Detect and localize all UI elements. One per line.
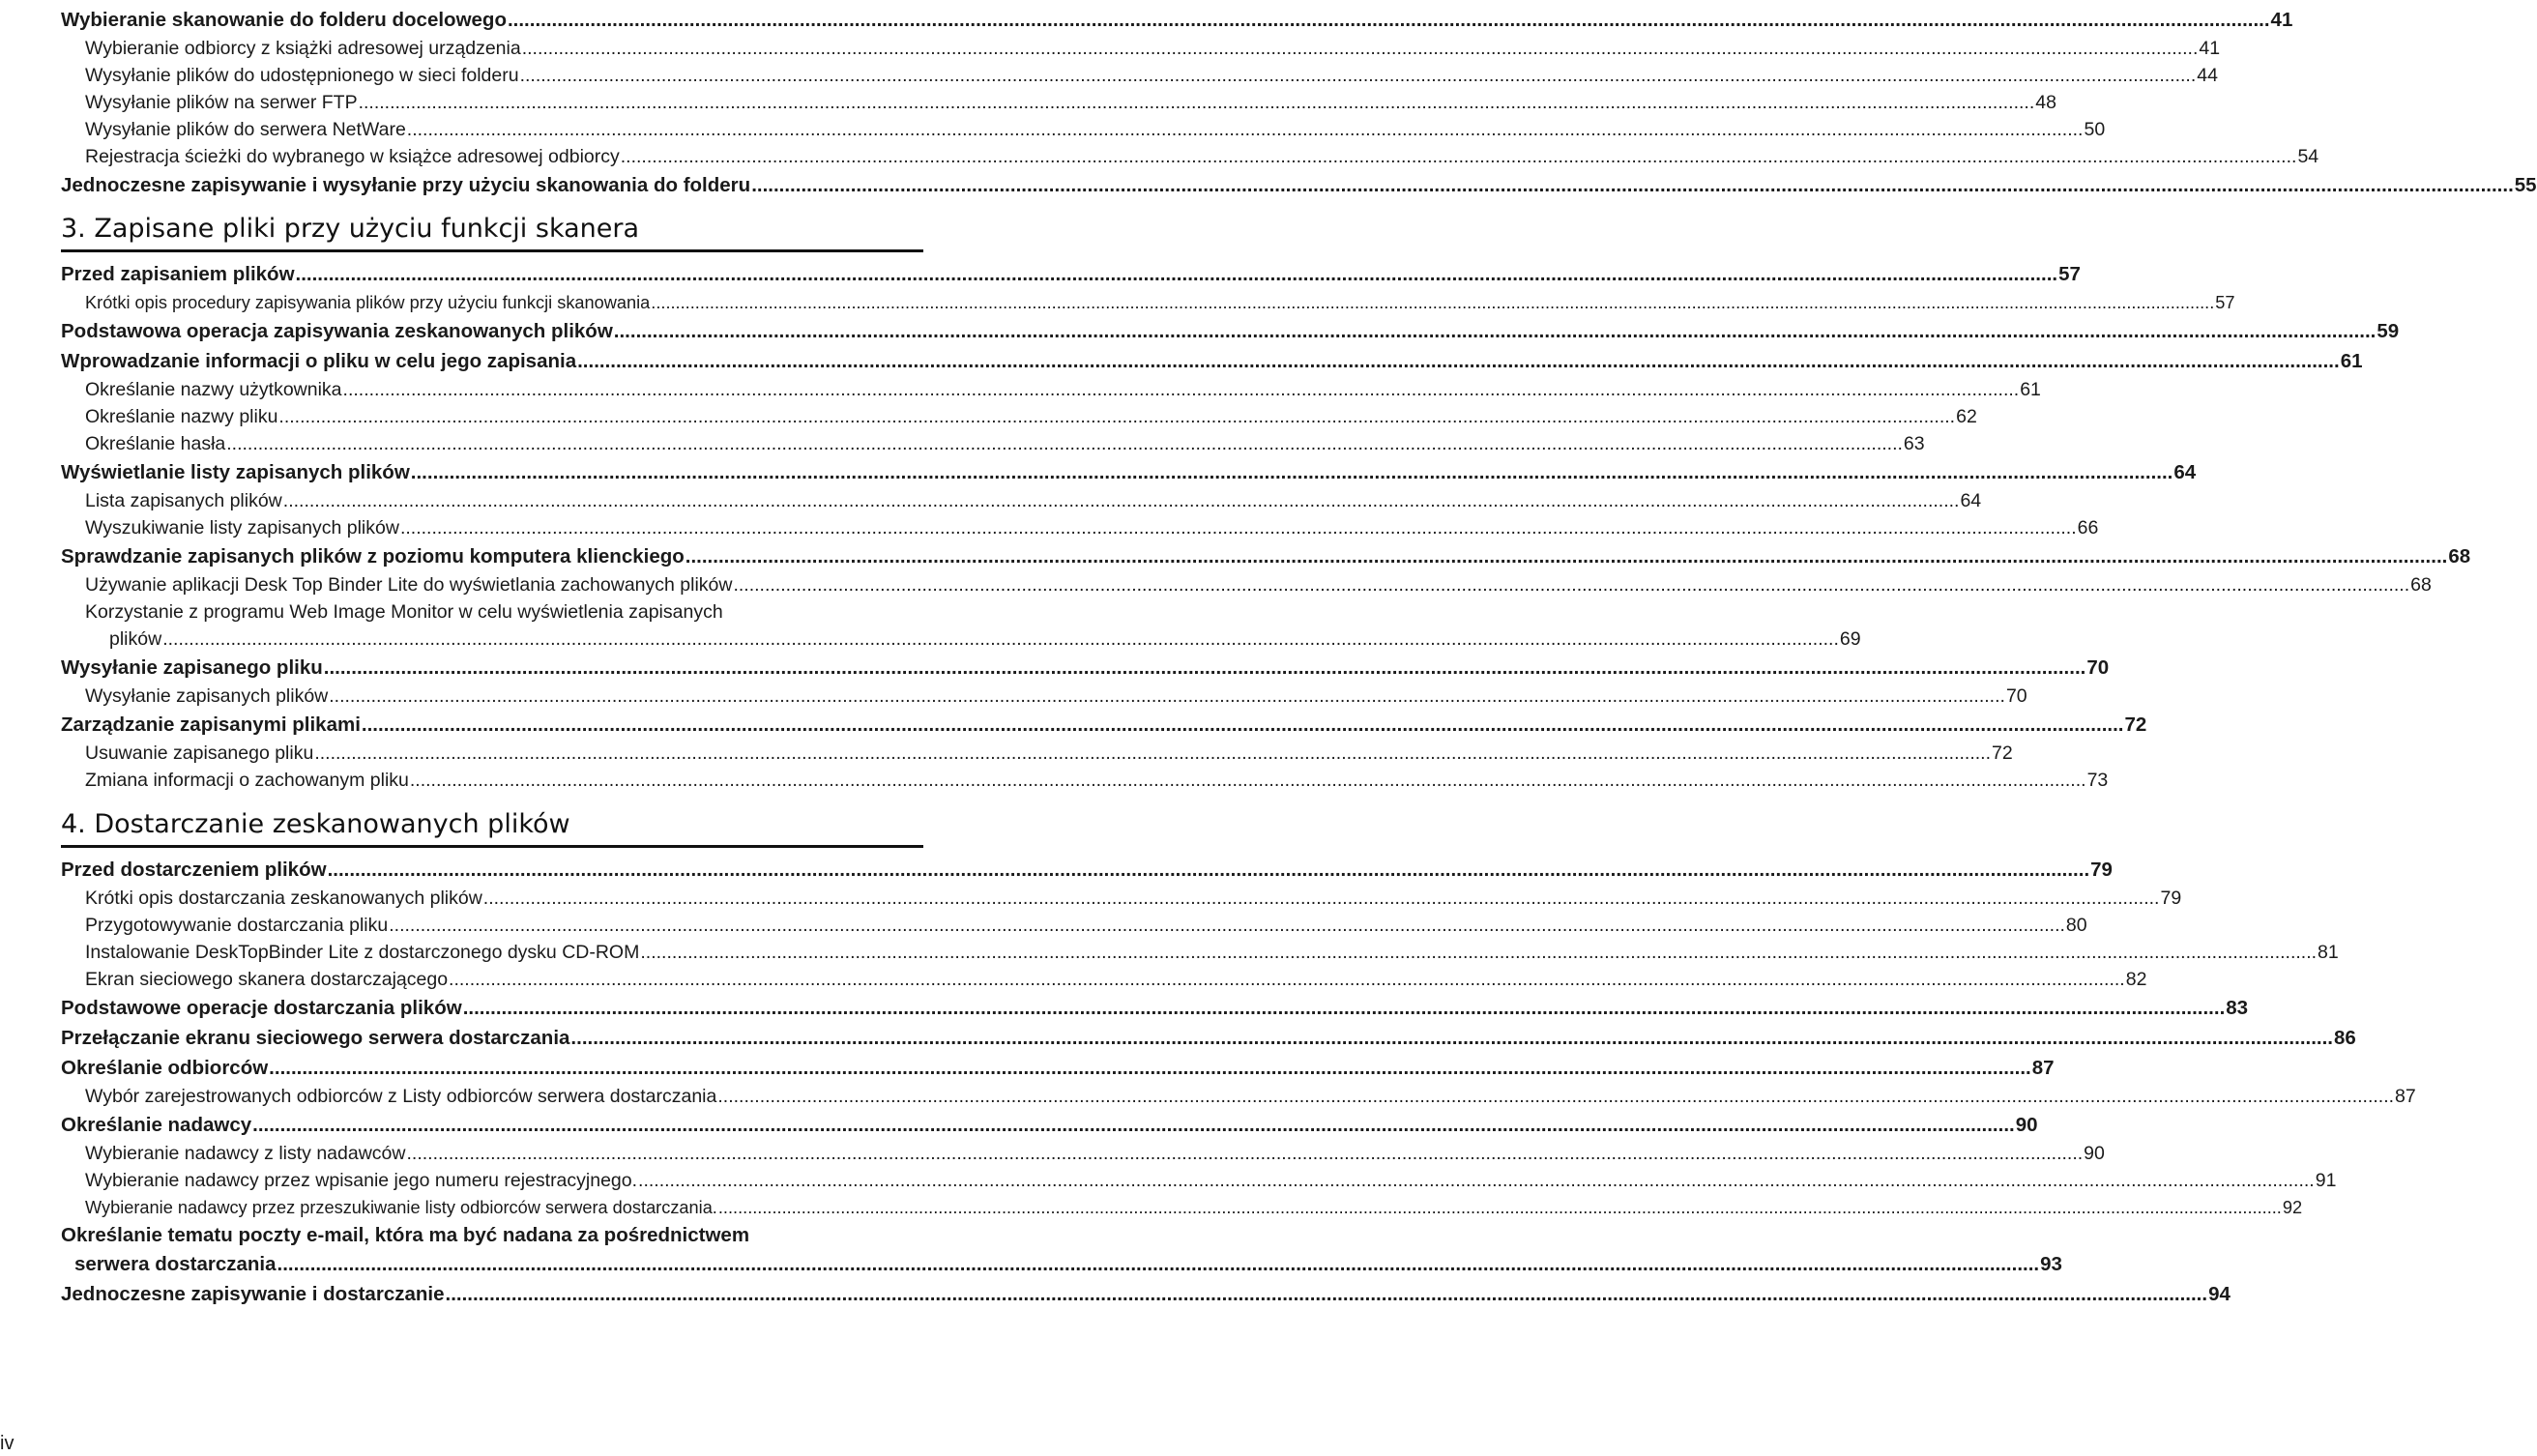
toc-entry-page: 91 — [2315, 1170, 2337, 1191]
toc-entry-section[interactable] — [61, 653, 2110, 683]
toc-entry-section[interactable] — [61, 1053, 2055, 1083]
toc-entry-subsection[interactable] — [61, 683, 2027, 710]
dot-leader — [463, 993, 2226, 1023]
toc-entry-page: 55 — [2514, 174, 2537, 196]
toc-entry-title: Wysyłanie plików do serwera NetWare — [85, 119, 406, 140]
dot-leader — [614, 316, 2377, 346]
toc-entry-subsection[interactable] — [61, 767, 2109, 794]
chapter-3-heading: 3. Zapisane pliki przy użyciu funkcji skanera — [61, 214, 923, 252]
chapter-4-heading: 4. Dostarczanie zeskanowanych plików — [61, 809, 923, 848]
dot-leader — [283, 487, 1960, 514]
dot-leader — [522, 35, 2199, 62]
dot-leader — [577, 346, 2340, 376]
toc-entry-page: 87 — [2031, 1057, 2055, 1079]
toc-entry-page: 73 — [2086, 770, 2109, 791]
toc-entry-title: Wybieranie nadawcy przez wpisanie jego numeru rejestracyjnego. — [85, 1170, 638, 1191]
toc-entry-section[interactable] — [61, 5, 2293, 35]
toc-entry-subsection[interactable] — [61, 1083, 2416, 1110]
toc-entry-page: 79 — [2090, 859, 2113, 881]
toc-entry-title: Przygotowywanie dostarczania pliku — [85, 915, 389, 936]
toc-entry-title: Zarządzanie zapisanymi plikami — [61, 713, 361, 736]
table-of-contents — [61, 0, 2537, 1309]
toc-entry-subsection[interactable] — [61, 1167, 2337, 1194]
dot-leader — [406, 1140, 2083, 1167]
dot-leader — [252, 1110, 2015, 1140]
dot-leader — [362, 710, 2124, 740]
toc-entry-title-line1[interactable]: Korzystanie z programu Web Image Monitor w celu wyświetlenia zapisanych — [85, 601, 723, 623]
toc-entry-subsection[interactable] — [61, 571, 2432, 598]
toc-entry-subsection[interactable] — [61, 487, 1982, 514]
page-number: iv — [0, 1433, 15, 1454]
toc-entry-page: 70 — [2086, 656, 2110, 679]
dot-leader — [407, 116, 2084, 143]
toc-entry-page: 61 — [2020, 379, 2041, 400]
toc-entry-title: Lista zapisanych plików — [85, 490, 282, 511]
dot-leader — [751, 170, 2514, 200]
dot-leader — [343, 376, 2020, 403]
toc-entry-page: 72 — [2124, 713, 2147, 736]
toc-entry[interactable] — [61, 626, 1861, 653]
toc-entry-title: Wyświetlanie listy zapisanych plików — [61, 461, 410, 483]
toc-entry-section[interactable] — [61, 993, 2249, 1023]
toc-entry-page: 92 — [2282, 1198, 2303, 1217]
toc-entry-page: 62 — [1956, 406, 1977, 427]
toc-entry-title: Zmiana informacji o zachowanym pliku — [85, 770, 409, 791]
dot-leader — [324, 653, 2086, 683]
toc-entry-subsection[interactable] — [61, 939, 2339, 966]
dot-leader — [733, 571, 2409, 598]
toc-entry-section[interactable] — [61, 170, 2537, 200]
toc-entry-title: Usuwanie zapisanego pliku — [85, 743, 314, 764]
dot-leader — [651, 289, 2214, 316]
toc-entry-page: 54 — [2297, 146, 2319, 167]
toc-entry-page: 64 — [1960, 490, 1982, 511]
toc-entry-title: Określanie odbiorców — [61, 1057, 269, 1079]
toc-entry-subsection[interactable] — [61, 1194, 2303, 1221]
dot-leader — [269, 1053, 2031, 1083]
toc-entry-title-line2: serwera dostarczania — [74, 1253, 277, 1275]
toc-entry-section[interactable] — [61, 316, 2400, 346]
dot-leader — [389, 912, 2065, 939]
toc-entry-title: Wysyłanie zapisanych plików — [85, 685, 329, 707]
toc-entry-section[interactable] — [61, 457, 2197, 487]
toc-entry-title: Wybieranie skanowanie do folderu docelowego — [61, 9, 507, 31]
toc-entry-page: 68 — [2410, 574, 2432, 596]
toc-entry-title-line2: plików — [109, 628, 162, 650]
toc-entry-page: 69 — [1839, 628, 1861, 650]
toc-section-chapter-3 — [61, 259, 2471, 794]
toc-entry-title: Ekran sieciowego skanera dostarczającego — [85, 969, 449, 990]
dot-leader — [329, 683, 2005, 710]
toc-entry-subsection[interactable] — [61, 430, 1925, 457]
dot-leader — [410, 767, 2086, 794]
toc-entry-title: Jednoczesne zapisywanie i wysyłanie przy użyciu skanowania do folderu — [61, 174, 751, 196]
toc-entry-page: 64 — [2173, 461, 2197, 483]
toc-entry-title: Określanie nadawcy — [61, 1114, 252, 1136]
toc-entry-subsection[interactable] — [61, 143, 2319, 170]
toc-entry-page: 79 — [2160, 888, 2182, 909]
toc-entry-page: 66 — [2077, 517, 2099, 539]
dot-leader — [446, 1279, 2208, 1309]
toc-entry-page: 72 — [1992, 743, 2013, 764]
toc-entry-page: 57 — [2215, 293, 2235, 312]
toc-entry-page: 94 — [2208, 1283, 2231, 1305]
toc-entry-title: Wysyłanie plików do udostępnionego w sieci folderu — [85, 65, 519, 86]
dot-leader — [685, 541, 2448, 571]
dot-leader — [718, 1194, 2282, 1221]
dot-leader — [449, 966, 2125, 993]
toc-entry-subsection[interactable] — [61, 514, 2099, 541]
toc-entry-title: Wysyłanie plików na serwer FTP — [85, 92, 358, 113]
toc-entry-title: Określanie hasła — [85, 433, 226, 454]
toc-entry-section[interactable] — [61, 710, 2147, 740]
toc-entry-page: 63 — [1903, 433, 1925, 454]
toc-entry-page: 57 — [2058, 263, 2081, 285]
dot-leader — [640, 939, 2317, 966]
dot-leader — [638, 1167, 2315, 1194]
toc-entry-section[interactable] — [61, 346, 2363, 376]
toc-entry-page: 70 — [2005, 685, 2027, 707]
toc-entry-subsection[interactable] — [61, 740, 2013, 767]
toc-entry-subsection[interactable] — [61, 116, 2106, 143]
toc-section-intro — [61, 5, 2537, 200]
toc-entry-title: Podstawowa operacja zapisywania zeskanowanych plików — [61, 320, 613, 342]
toc-entry-subsection[interactable] — [61, 966, 2147, 993]
toc-entry-page: 44 — [2197, 65, 2218, 86]
toc-entry-title-line1[interactable]: Określanie tematu poczty e-mail, która ma być nadana za pośrednictwem — [61, 1224, 750, 1246]
toc-entry-title: Określanie nazwy pliku — [85, 406, 278, 427]
toc-entry-title: Przełączanie ekranu sieciowego serwera dostarczania — [61, 1027, 570, 1049]
dot-leader — [570, 1023, 2333, 1053]
toc-entry-page: 41 — [2199, 38, 2221, 59]
toc-entry-subsection[interactable] — [61, 1140, 2105, 1167]
toc-entry-page: 93 — [2040, 1253, 2062, 1275]
toc-entry-title: Wybieranie nadawcy z listy nadawców — [85, 1143, 406, 1164]
toc-entry-title: Wprowadzanie informacji o pliku w celu jego zapisania — [61, 350, 577, 372]
toc-entry-title: Sprawdzanie zapisanych plików z poziomu komputera klienckiego — [61, 545, 685, 568]
toc-entry-subsection[interactable] — [61, 289, 2235, 316]
toc-entry-title: Przed zapisaniem plików — [61, 263, 295, 285]
toc-entry-page: 87 — [2395, 1086, 2416, 1107]
toc-entry-subsection[interactable] — [61, 62, 2218, 89]
dot-leader — [277, 1249, 2040, 1279]
dot-leader — [411, 457, 2173, 487]
dot-leader — [328, 855, 2090, 885]
toc-entry-title: Używanie aplikacji Desk Top Binder Lite do wyświetlania zachowanych plików — [85, 574, 733, 596]
toc-entry-subsection[interactable] — [61, 35, 2221, 62]
toc-entry-page: 41 — [2270, 9, 2293, 31]
dot-leader — [278, 403, 1955, 430]
dot-leader — [226, 430, 1903, 457]
dot-leader — [359, 89, 2035, 116]
dot-leader — [717, 1083, 2394, 1110]
dot-leader — [296, 259, 2058, 289]
toc-entry-page: 86 — [2334, 1027, 2356, 1049]
toc-entry-page: 59 — [2377, 320, 2400, 342]
toc-entry-subsection[interactable] — [61, 403, 1977, 430]
dot-leader — [508, 5, 2270, 35]
toc-entry-subsection[interactable] — [61, 89, 2056, 116]
toc-entry-title: Instalowanie DeskTopBinder Lite z dostarczonego dysku CD-ROM — [85, 942, 640, 963]
toc-entry-page: 61 — [2340, 350, 2363, 372]
toc-entry-section[interactable] — [61, 1110, 2038, 1140]
toc-entry-page: 81 — [2318, 942, 2339, 963]
toc-entry-title: Jednoczesne zapisywanie i dostarczanie — [61, 1283, 445, 1305]
dot-leader — [520, 62, 2197, 89]
toc-entry-section[interactable] — [61, 541, 2471, 571]
toc-entry-page: 50 — [2084, 119, 2106, 140]
toc-entry[interactable] — [61, 1249, 2062, 1279]
toc-entry-title: Rejestracja ścieżki do wybranego w książce adresowej odbiorcy — [85, 146, 620, 167]
toc-entry-title: Wysyłanie zapisanego pliku — [61, 656, 323, 679]
toc-section-chapter-4 — [61, 855, 2416, 1309]
toc-entry-page: 48 — [2035, 92, 2056, 113]
toc-entry-title: Przed dostarczeniem plików — [61, 859, 327, 881]
toc-entry-title: Określanie nazwy użytkownika — [85, 379, 342, 400]
toc-entry-page: 82 — [2125, 969, 2147, 990]
toc-entry-title: Wybieranie nadawcy przez przeszukiwanie listy odbiorców serwera dostarczania. — [85, 1198, 717, 1217]
toc-entry-title: Wyszukiwanie listy zapisanych plików — [85, 517, 399, 539]
toc-entry-page: 90 — [2084, 1143, 2105, 1164]
dot-leader — [621, 143, 2297, 170]
toc-entry-section[interactable] — [61, 259, 2081, 289]
dot-leader — [483, 885, 2160, 912]
dot-leader — [400, 514, 2077, 541]
toc-entry-title: Krótki opis procedury zapisywania plików przy użyciu funkcji skanowania — [85, 293, 651, 312]
dot-leader — [314, 740, 1991, 767]
toc-entry-title: Wybieranie odbiorcy z książki adresowej urządzenia — [85, 38, 521, 59]
toc-entry-page: 90 — [2015, 1114, 2038, 1136]
toc-entry-title: Wybór zarejestrowanych odbiorców z Listy odbiorców serwera dostarczania — [85, 1086, 717, 1107]
toc-entry-title: Podstawowe operacje dostarczania plików — [61, 997, 462, 1019]
toc-entry-subsection[interactable] — [61, 376, 2041, 403]
toc-entry-section[interactable] — [61, 855, 2113, 885]
toc-entry-section[interactable] — [61, 1023, 2356, 1053]
dot-leader — [162, 626, 1839, 653]
toc-entry-page: 68 — [2448, 545, 2471, 568]
toc-entry-section[interactable] — [61, 1279, 2231, 1309]
toc-entry-subsection[interactable] — [61, 885, 2182, 912]
toc-entry-page: 83 — [2226, 997, 2249, 1019]
toc-entry-page: 80 — [2065, 915, 2087, 936]
toc-entry-subsection[interactable] — [61, 912, 2087, 939]
toc-entry-title: Krótki opis dostarczania zeskanowanych plików — [85, 888, 482, 909]
